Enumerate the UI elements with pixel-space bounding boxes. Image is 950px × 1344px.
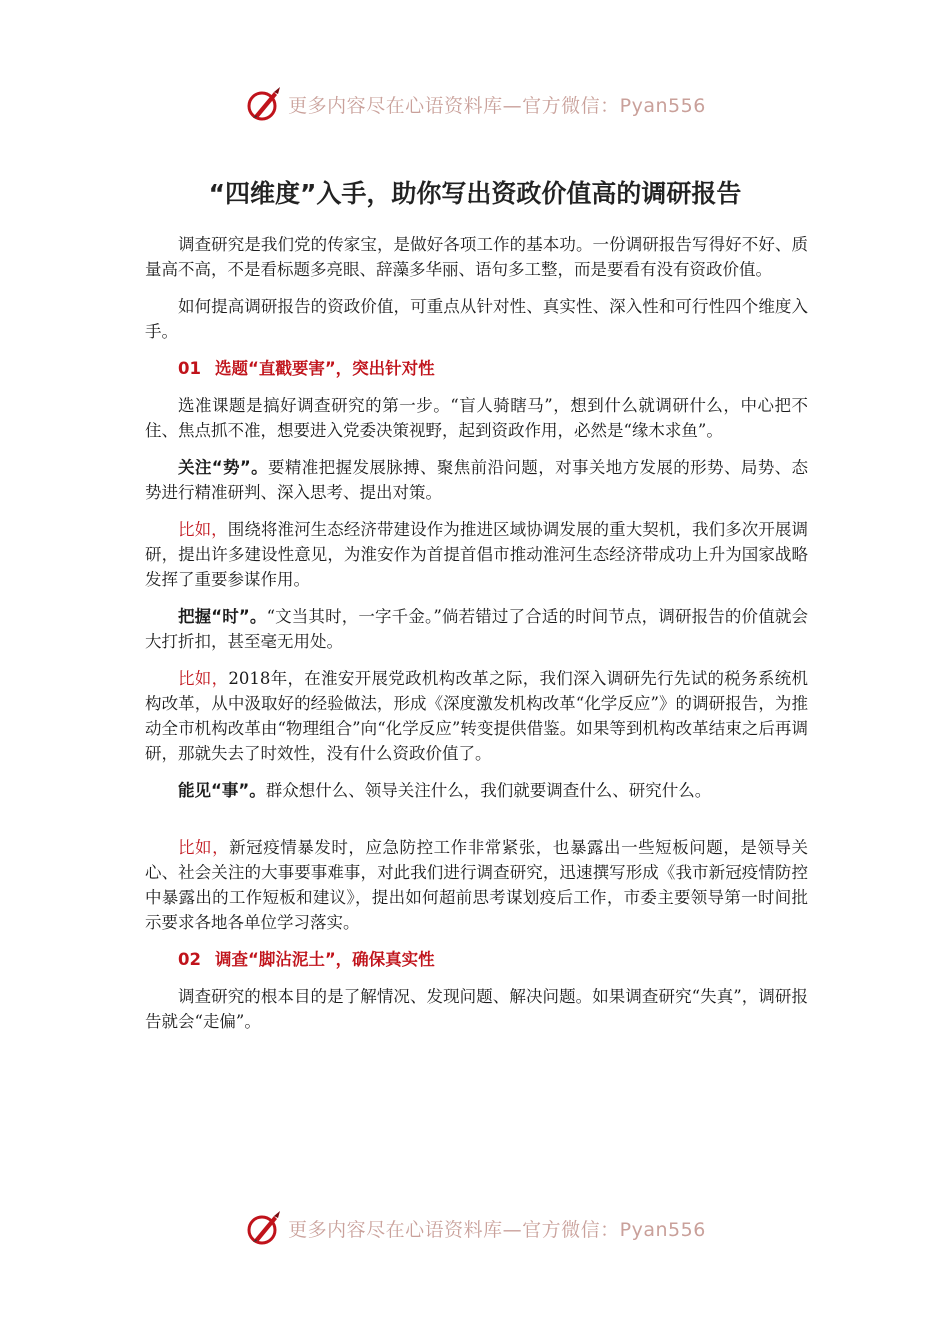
footer-banner [0, 1204, 950, 1252]
example-2-paragraph [145, 666, 808, 766]
quill-pen-logo-icon [244, 84, 284, 124]
section-1-number: 01 [178, 359, 201, 378]
intro-paragraph-1: 调查研究是我们党的传家宝，是做好各项工作的基本功。一份调研报告写得好不好、质量高不高，不是看标题多亮眼、辞藻多华丽、语句多工整，而是要看有没有资政价值。 [145, 235, 808, 279]
matter-paragraph [145, 778, 808, 803]
section-1-title: 选题“直戳要害”，突出针对性 [214, 359, 435, 378]
example-1-text: 围绕将淮河生态经济带建设作为推进区域协调发展的重大契机，我们多次开展调研，提出许多建设性意见，为淮安作为首提首倡市推动淮河生态经济带成功上升为国家战略发挥了重要参谋作用。 [145, 520, 809, 589]
section-1-heading [145, 356, 808, 381]
timing-label: 把握“时”。 [178, 607, 267, 626]
example-2-text: 2018年，在淮安开展党政机构改革之际，我们深入调研先行先试的税务系统机构改革，从中汲取好的经验做法，形成《深度激发机构改革“化学反应”》的调研报告，为推动全市机构改革由“物理组合”向“化学反应”转变提供借鉴。如果等到机构改革结束之后再调研，那就失去了时效性，没有什么资政价值了。 [145, 669, 808, 763]
article-body [145, 232, 808, 1046]
matter-label: 能见“事”。 [178, 781, 266, 800]
example-1-paragraph [145, 517, 808, 592]
spacer [145, 815, 808, 835]
section-1-paragraph: 选准课题是搞好调查研究的第一步。“盲人骑瞎马”，想到什么就调研什么，中心把不住、焦点抓不准，想要进入党委决策视野，起到资政作用，必然是“缘木求鱼”。 [145, 396, 808, 440]
example-3-text: 新冠疫情暴发时，应急防控工作非常紧张，也暴露出一些短板问题，是领导关心、社会关注的大事要事难事，对此我们进行调查研究，迅速撰写形成《我市新冠疫情防控中暴露出的工作短板和建议》，提出如何超前思考谋划疫后工作，市委主要领导第一时间批示要求各地各单位学习落实。 [145, 838, 808, 932]
example-3-label: 比如， [178, 838, 230, 857]
banner-text: 更多内容尽在心语资料库—官方微信：Pyan556 [288, 94, 706, 117]
timing-text: “文当其时，一字千金。”倘若错过了合适的时间节点，调研报告的价值就会大打折扣，甚至毫无用处。 [145, 607, 808, 651]
trend-paragraph [145, 455, 808, 505]
trend-label: 关注“势”。 [178, 458, 269, 477]
banner-text-bottom: 更多内容尽在心语资料库—官方微信：Pyan556 [288, 1218, 706, 1241]
banner-inner [244, 84, 706, 124]
section-2-title: 调查“脚沾泥土”，确保真实性 [214, 950, 435, 969]
section-2-number: 02 [178, 950, 201, 969]
section-2-paragraph: 调查研究的根本目的是了解情况、发现问题、解决问题。如果调查研究“失真”，调研报告就会“走偏”。 [145, 987, 808, 1031]
example-1-label: 比如， [178, 520, 228, 539]
page-title: “四维度”入手，助你写出资政价值高的调研报告 [208, 179, 742, 208]
matter-text: 群众想什么、领导关注什么，我们就要调查什么、研究什么。 [265, 781, 712, 800]
header-banner [0, 80, 950, 128]
timing-paragraph [145, 604, 808, 654]
quill-pen-logo-icon [244, 1208, 284, 1248]
intro-paragraph-2: 如何提高调研报告的资政价值，可重点从针对性、真实性、深入性和可行性四个维度入手。 [145, 297, 808, 341]
section-2-heading [145, 947, 808, 972]
trend-text: 要精准把握发展脉搏、聚焦前沿问题，对事关地方发展的形势、局势、态势进行精准研判、深入思考、提出对策。 [145, 458, 808, 502]
example-2-label: 比如， [178, 669, 229, 688]
example-3-paragraph [145, 835, 808, 935]
banner-inner-bottom [244, 1208, 706, 1248]
